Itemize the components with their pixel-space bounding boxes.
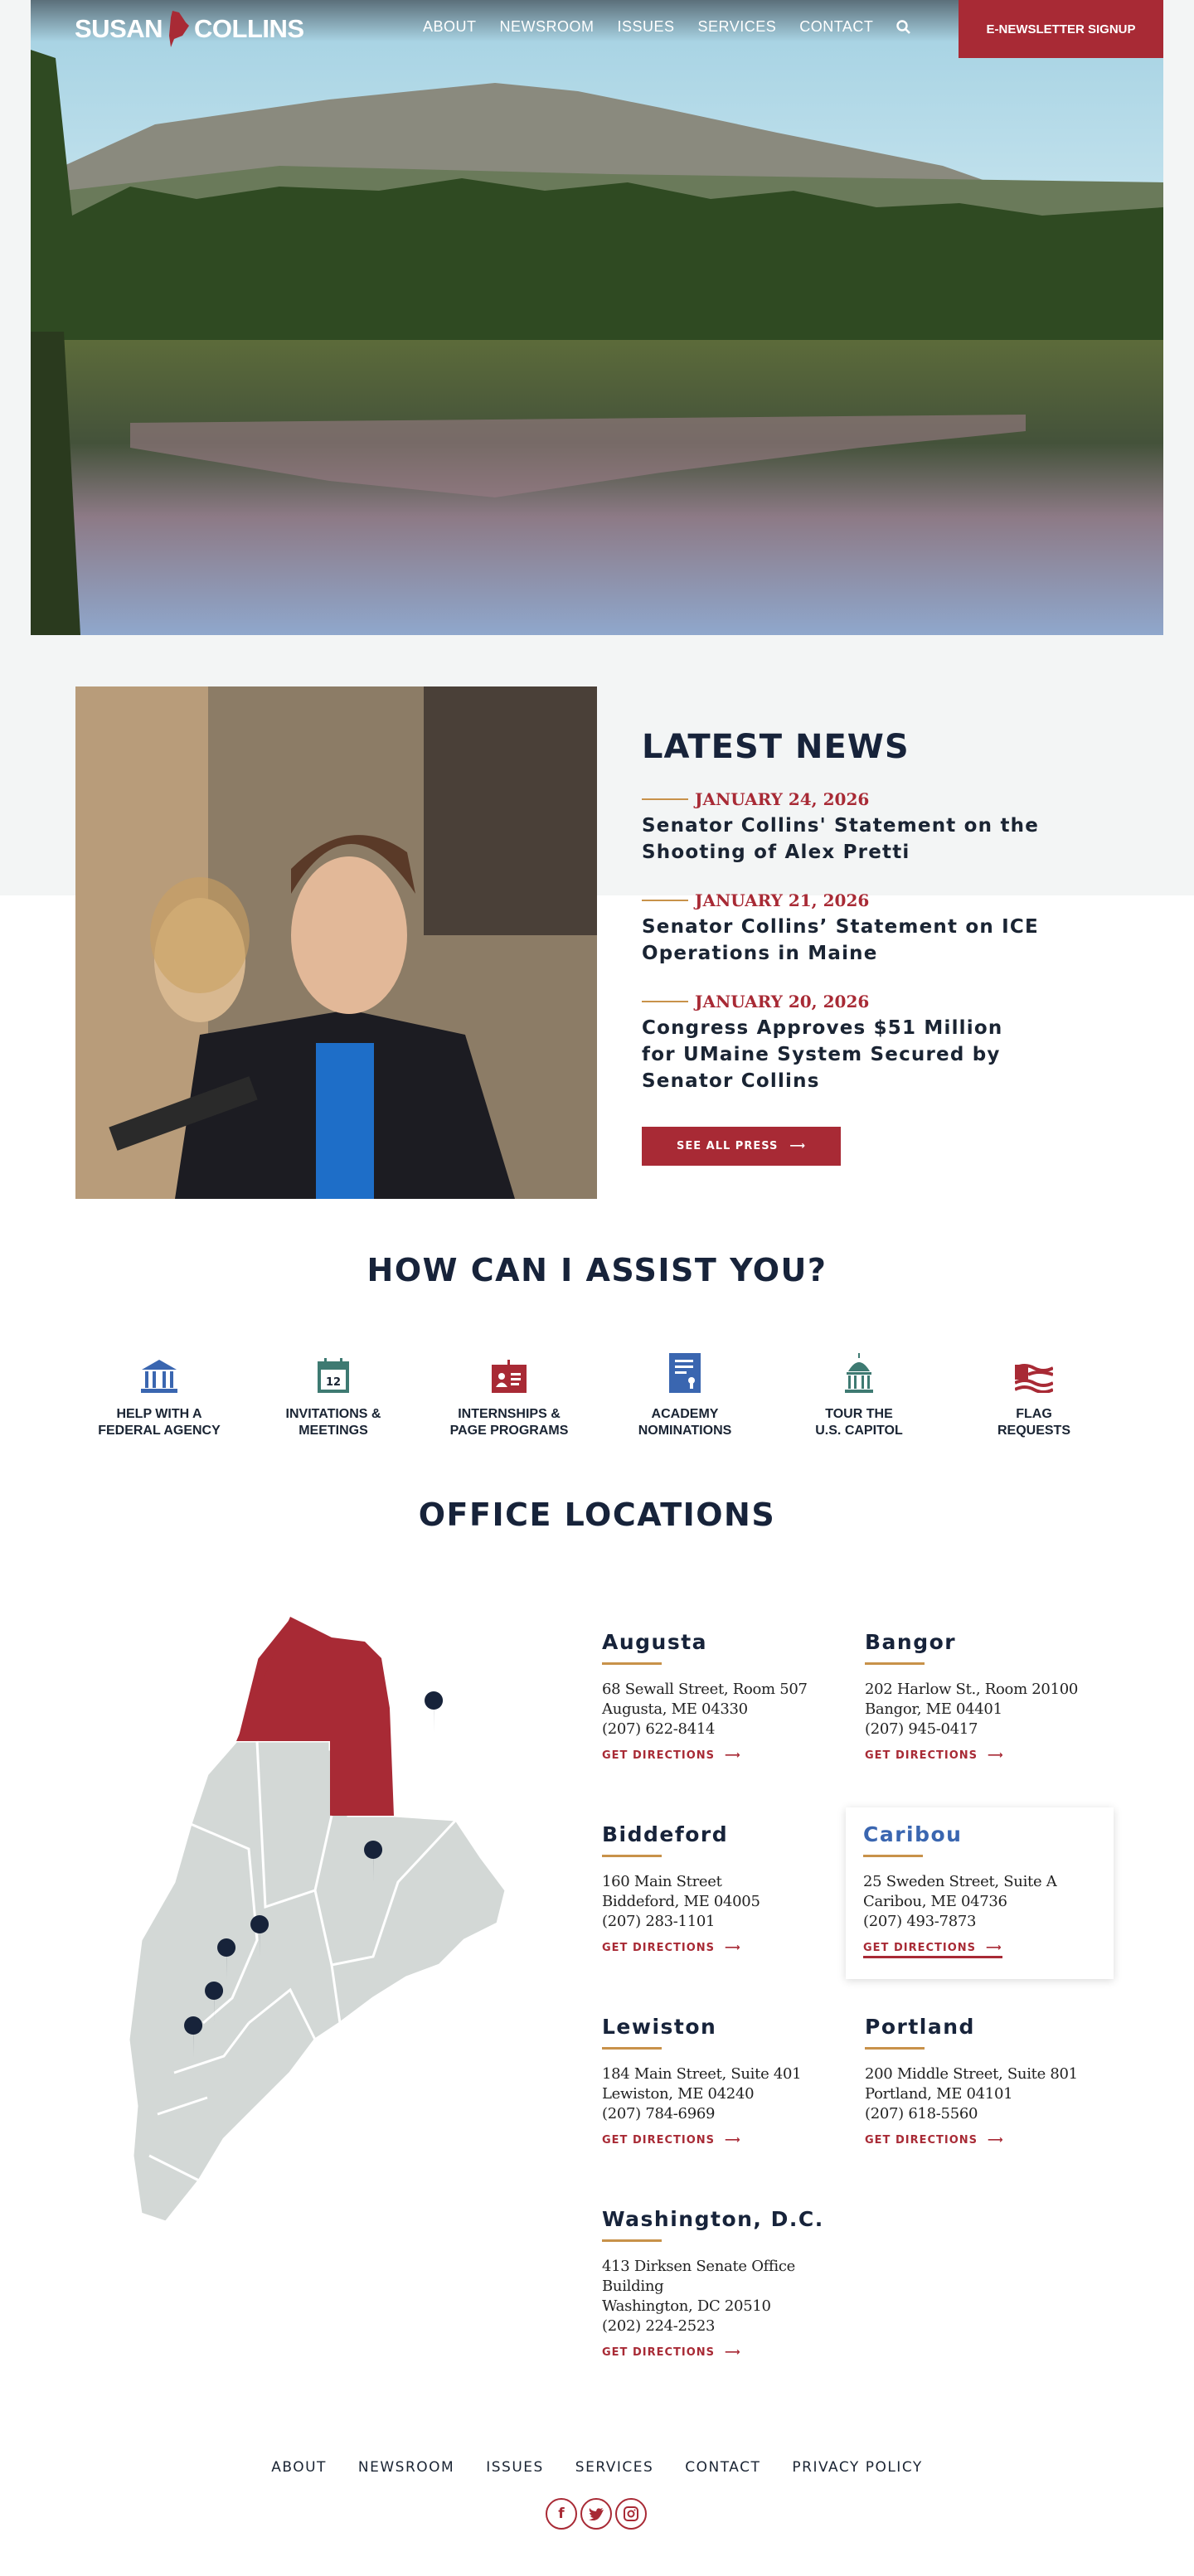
office-bangor: Bangor 202 Harlow St., Room 20100 Bangor, ME 04401 (207) 945-0417 GET DIRECTIONS ⟶ <box>865 1630 1079 1762</box>
svg-text:12: 12 <box>325 1376 342 1389</box>
footer-about[interactable]: ABOUT <box>271 2459 327 2476</box>
arrow-right-icon: ⟶ <box>725 1749 741 1762</box>
footer-newsroom[interactable]: NEWSROOM <box>357 2459 455 2476</box>
office-lewiston: Lewiston 184 Main Street, Suite 401 Lewiston, ME 04240 (207) 784-6969 GET DIRECTIONS ⟶ <box>602 2015 802 2147</box>
nav-services[interactable]: SERVICES <box>697 18 777 35</box>
date-rule <box>642 1001 688 1002</box>
arrow-right-icon: ⟶ <box>789 1140 806 1152</box>
facebook-icon[interactable]: f <box>546 2498 577 2530</box>
search-icon[interactable] <box>896 20 911 35</box>
latest-news-heading: LATEST NEWS <box>642 728 910 766</box>
see-all-press-button[interactable]: SEE ALL PRESS ⟶ <box>642 1127 841 1166</box>
maine-logo-icon <box>167 11 189 47</box>
newsletter-signup-button[interactable]: E-NEWSLETTER SIGNUP <box>959 0 1163 58</box>
twitter-icon[interactable] <box>580 2498 612 2530</box>
site-logo[interactable]: SUSAN COLLINS <box>75 12 304 46</box>
office-locations-heading: OFFICE LOCATIONS <box>418 1497 776 1533</box>
service-flag-requests[interactable]: FLAG REQUESTS <box>951 1343 1117 1439</box>
get-directions-link[interactable]: GET DIRECTIONS ⟶ <box>865 2134 1004 2147</box>
footer-nav <box>0 2459 1194 2476</box>
footer-services[interactable]: SERVICES <box>575 2459 654 2476</box>
arrow-right-icon: ⟶ <box>988 1749 1004 1762</box>
social-links <box>546 2498 647 2530</box>
flag-icon <box>1015 1363 1053 1393</box>
instagram-icon[interactable] <box>615 2498 647 2530</box>
office-portland: Portland 200 Middle Street, Suite 801 Portland, ME 04101 (207) 618-5560 GET DIRECTIONS ⟶ <box>865 2015 1078 2147</box>
news-date: JANUARY 20, 2026 <box>695 992 870 1011</box>
maine-map <box>124 1608 547 2234</box>
id-badge-icon <box>492 1360 527 1393</box>
hero-image <box>31 0 1163 635</box>
news-title[interactable]: Congress Approves $51 Million for UMaine System Secured by Senator Collins <box>642 1017 1003 1092</box>
arrow-right-icon: ⟶ <box>725 2134 741 2147</box>
get-directions-link[interactable]: GET DIRECTIONS ⟶ <box>865 1749 1004 1762</box>
office-caribou: Caribou 25 Sweden Street, Suite A Caribou, ME 04736 (207) 493-7873 GET DIRECTIONS ⟶ <box>863 1822 1112 1958</box>
date-rule <box>642 900 688 901</box>
arrow-right-icon: ⟶ <box>725 1942 741 1954</box>
footer-privacy-policy[interactable]: PRIVACY POLICY <box>792 2459 923 2476</box>
service-capitol-tour[interactable]: TOUR THE U.S. CAPITOL <box>776 1343 942 1439</box>
capitol-icon <box>843 1353 875 1393</box>
assist-heading: HOW CAN I ASSIST YOU? <box>366 1252 828 1288</box>
footer-issues[interactable]: ISSUES <box>486 2459 544 2476</box>
nav-contact[interactable]: CONTACT <box>799 18 874 35</box>
news-item[interactable] <box>642 992 1040 1094</box>
main-nav <box>423 18 911 36</box>
nav-issues[interactable]: ISSUES <box>617 18 675 35</box>
get-directions-link[interactable]: GET DIRECTIONS ⟶ <box>602 2346 741 2359</box>
news-item[interactable] <box>642 789 1040 866</box>
footer-contact[interactable]: CONTACT <box>685 2459 761 2476</box>
get-directions-link[interactable]: GET DIRECTIONS ⟶ <box>602 1749 741 1762</box>
nav-about[interactable]: ABOUT <box>423 18 477 35</box>
arrow-right-icon: ⟶ <box>988 2134 1004 2147</box>
arrow-right-icon: ⟶ <box>986 1942 1002 1954</box>
news-date: JANUARY 21, 2026 <box>695 890 870 910</box>
service-invitations[interactable]: 12 INVITATIONS & MEETINGS <box>250 1343 416 1439</box>
document-icon <box>669 1353 701 1393</box>
news-item[interactable] <box>642 890 1040 967</box>
calendar-icon <box>318 1358 349 1393</box>
service-internships[interactable]: INTERNSHIPS & PAGE PROGRAMS <box>426 1343 592 1439</box>
date-rule <box>642 798 688 800</box>
news-title[interactable]: Senator Collins’ Statement on ICE Operations in Maine <box>642 916 1039 964</box>
news-date: JANUARY 24, 2026 <box>695 789 870 809</box>
news-title[interactable]: Senator Collins' Statement on the Shooting of Alex Pretti <box>642 815 1040 863</box>
office-biddeford: Biddeford 160 Main Street Biddeford, ME 04005 (207) 283-1101 GET DIRECTIONS ⟶ <box>602 1822 760 1954</box>
service-academy[interactable]: ACADEMY NOMINATIONS <box>602 1343 768 1439</box>
service-federal-agency[interactable]: HELP WITH A FEDERAL AGENCY <box>76 1343 242 1439</box>
building-icon <box>140 1360 178 1393</box>
office-washington: Washington, D.C. 413 Dirksen Senate Office Building Washington, DC 20510 (202) 224-2523 GET DIRECTIONS ⟶ <box>602 2207 824 2359</box>
news-photo <box>75 686 597 1199</box>
get-directions-link[interactable]: GET DIRECTIONS ⟶ <box>602 2134 741 2147</box>
get-directions-link[interactable]: GET DIRECTIONS ⟶ <box>602 1942 741 1954</box>
nav-newsroom[interactable]: NEWSROOM <box>499 18 595 35</box>
arrow-right-icon: ⟶ <box>725 2346 741 2359</box>
get-directions-link[interactable]: GET DIRECTIONS ⟶ <box>863 1942 1002 1958</box>
office-augusta: Augusta 68 Sewall Street, Room 507 Augusta, ME 04330 (207) 622-8414 GET DIRECTIONS ⟶ <box>602 1630 808 1762</box>
